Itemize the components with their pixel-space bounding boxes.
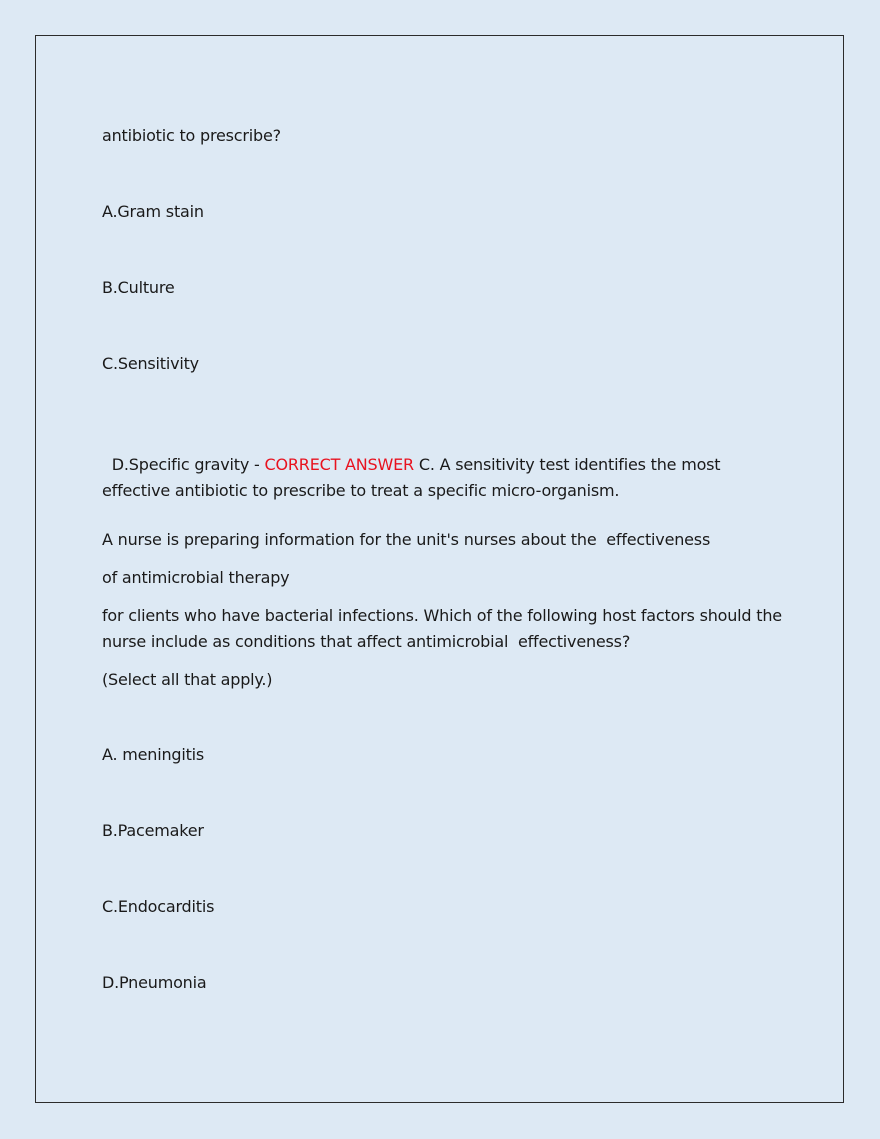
question-2-option-a: A. meningitis [102, 745, 205, 764]
question-1-stem-tail: antibiotic to prescribe? [102, 126, 281, 145]
question-1-option-b: B.Culture [102, 278, 175, 297]
correct-answer-explanation: C. A sensitivity test identifies the most effective antibiotic to prescribe to treat a specific micro-organism. [102, 455, 726, 500]
question-2-instruction: (Select all that apply.) [102, 670, 273, 689]
question-1-option-c: C.Sensitivity [102, 354, 199, 373]
question-2-stem-line-1: A nurse is preparing information for the unit's nurses about the effectiveness [102, 530, 711, 549]
question-2-option-d: D.Pneumonia [102, 973, 207, 992]
question-1-option-a: A.Gram stain [102, 202, 204, 221]
question-1-option-d: D.Specific gravity - [111, 455, 265, 474]
question-2-option-c: C.Endocarditis [102, 897, 215, 916]
correct-answer-label: CORRECT ANSWER [264, 455, 414, 474]
question-2-option-b: B.Pacemaker [102, 821, 204, 840]
question-2-stem-line-3: for clients who have bacterial infections. Which of the following host factors should the nurse include as conditions that affect antimicrobial effectiveness? [102, 606, 787, 651]
question-2-stem-line-2: of antimicrobial therapy [102, 568, 290, 587]
question-1-option-d-with-answer [102, 426, 782, 504]
